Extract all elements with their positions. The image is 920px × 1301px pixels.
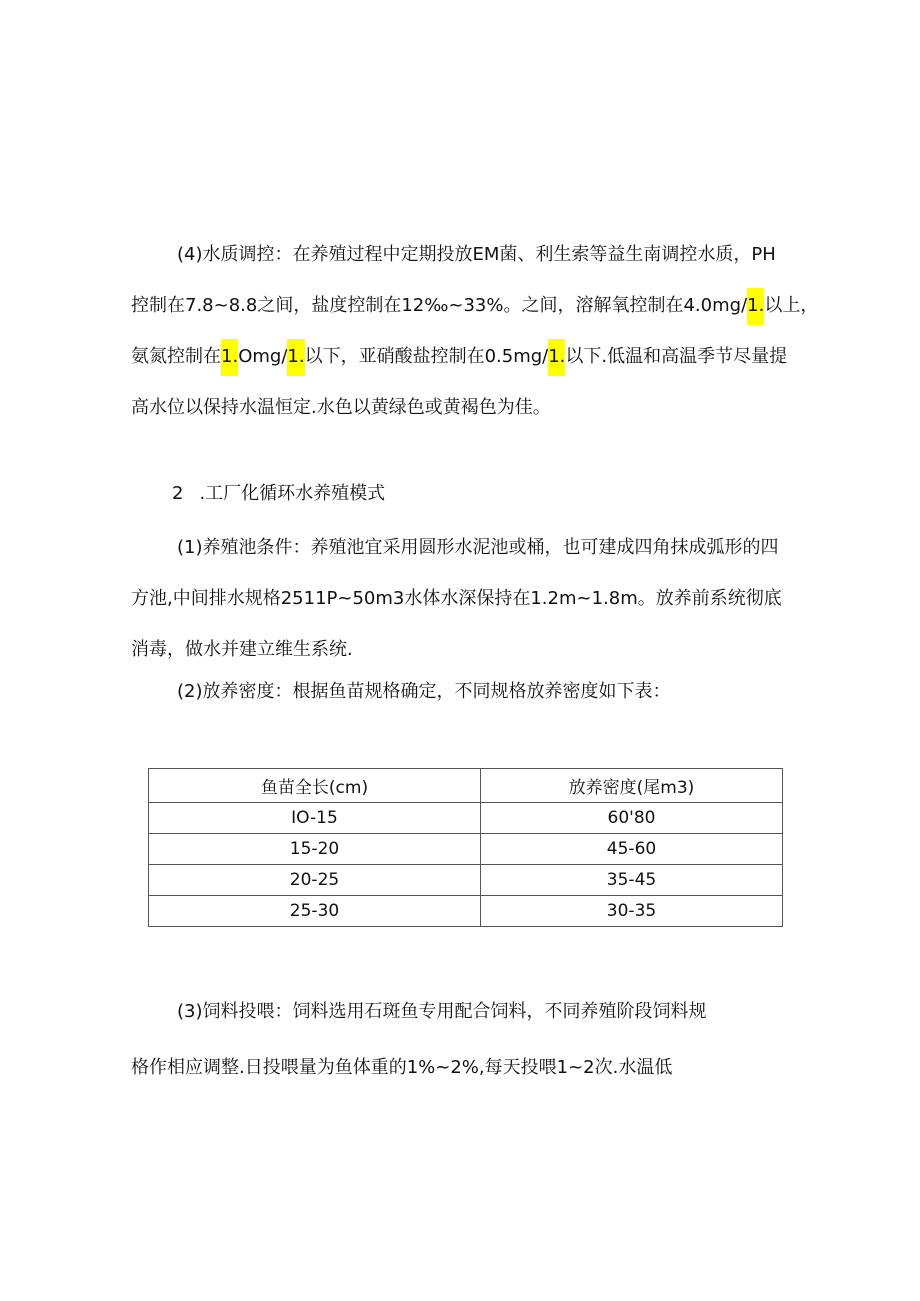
table-header-cell: 鱼苗全长(cm)	[149, 769, 481, 803]
table-header-row	[149, 769, 783, 803]
text-segment: 以上，	[764, 295, 819, 316]
table-cell: 60'80	[481, 803, 783, 834]
table-row	[149, 834, 783, 865]
text-segment: Omg/	[238, 346, 288, 367]
table-row	[149, 803, 783, 834]
paragraph-stocking-density	[131, 666, 807, 717]
density-table	[148, 768, 783, 927]
text-segment: 氨氮控制在	[131, 346, 221, 367]
section-title: .工厂化循环水养殖模式	[199, 483, 386, 504]
paragraph-line: (2)放养密度：根据鱼苗规格确定，不同规格放养密度如下表：	[177, 681, 671, 702]
table-row	[149, 865, 783, 896]
paragraph-line: 格作相应调整.日投喂量为鱼体重的1%~2%,每天投喂1~2次.水温低	[131, 1057, 673, 1078]
paragraph-pond-conditions	[131, 522, 807, 675]
paragraph-line	[131, 280, 819, 331]
table-header-cell: 放养密度(尾m3)	[481, 769, 783, 803]
table-cell: 35-45	[481, 865, 783, 896]
paragraph-line	[131, 331, 807, 382]
paragraph-water-quality	[131, 229, 819, 433]
paragraph-line: 消毒，做水并建立维生系统.	[131, 639, 353, 660]
text-segment: 以下.低温和高温季节尽量提	[565, 346, 788, 367]
paragraph-line: (1)养殖池条件：养殖池宜采用圆形水泥池或桶，也可建成四角抹成弧形的四	[177, 537, 779, 558]
table-row	[149, 896, 783, 927]
section-number: 2	[172, 483, 184, 504]
table-cell: 25-30	[149, 896, 481, 927]
table-cell: IO-15	[149, 803, 481, 834]
highlighted-text: 1.	[287, 339, 304, 376]
highlighted-text: 1.	[221, 339, 238, 376]
paragraph-line: (4)水质调控：在养殖过程中定期投放EM菌、利生索等益生南调控水质，PH	[177, 244, 776, 265]
paragraph-line: 高水位以保持水温恒定.水色以黄绿色或黄褐色为佳。	[131, 397, 551, 418]
table-cell: 45-60	[481, 834, 783, 865]
table-cell: 20-25	[149, 865, 481, 896]
paragraph-line: 方池,中间排水规格2511P~50m3水体水深保持在1.2m~1.8m。放养前系统彻底	[131, 588, 782, 609]
highlighted-text: 1.	[747, 288, 764, 325]
table-cell: 30-35	[481, 896, 783, 927]
paragraph-line: (3)饲料投喂：饲料选用石斑鱼专用配合饲料，不同养殖阶段饲料规	[177, 1001, 707, 1022]
paragraph-feeding	[131, 984, 807, 1096]
highlighted-text: 1.	[548, 339, 565, 376]
text-segment: 控制在7.8~8.8之间，盐度控制在12‰~33%。之间，溶解氧控制在4.0mg∕	[131, 295, 748, 316]
table-cell: 15-20	[149, 834, 481, 865]
text-segment: 以下，亚硝酸盐控制在0.5mg∕	[304, 346, 549, 367]
section-heading	[172, 476, 385, 512]
